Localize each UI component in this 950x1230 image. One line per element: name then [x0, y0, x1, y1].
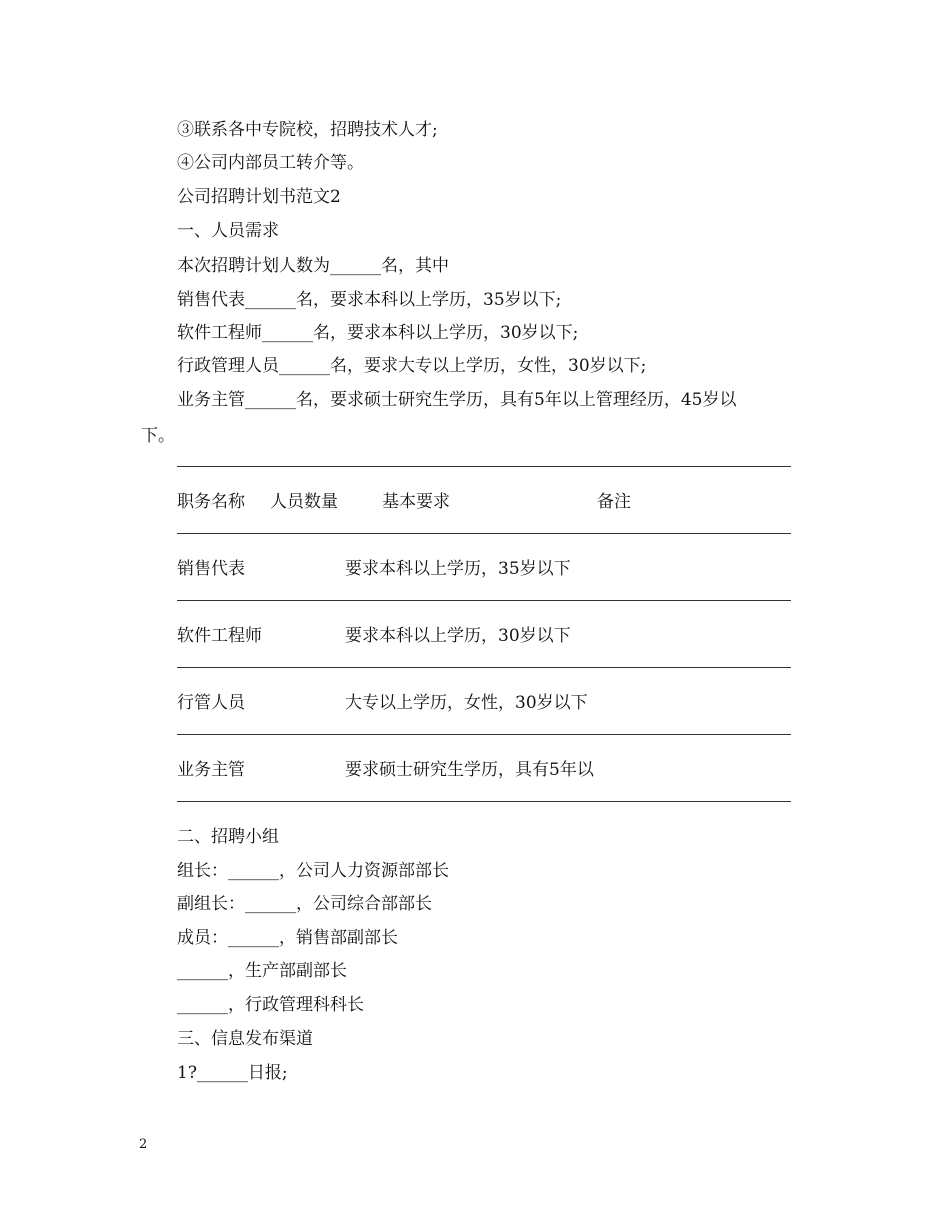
section-title: 公司招聘计划书范文2: [177, 187, 341, 207]
table-header-notes: 备注: [597, 492, 631, 512]
table-rule: [177, 801, 791, 802]
table-row-requirement: 要求本科以上学历，35岁以下: [345, 559, 571, 579]
page-number: 2: [139, 1137, 148, 1152]
heading-personnel-needs: 一、人员需求: [177, 221, 279, 241]
table-row-title: 业务主管: [177, 760, 245, 780]
table-header-requirements: 基本要求: [382, 492, 450, 512]
team-member: ______，生产部副部长: [177, 961, 347, 981]
team-member-leader: 组长：______，公司人力资源部部长: [177, 861, 449, 881]
table-header-title: 职务名称: [177, 492, 245, 512]
text-line-admin: 行政管理人员______名，要求大专以上学历，女性，30岁以下;: [177, 356, 647, 376]
text-line-total: 本次招聘计划人数为______名，其中: [177, 256, 449, 276]
table-rule: [177, 533, 791, 534]
team-member: ______，行政管理科科长: [177, 995, 364, 1015]
table-row-requirement: 要求硕士研究生学历，具有5年以: [345, 760, 594, 780]
text-line-2: ④公司内部员工转介等。: [177, 153, 364, 173]
table-rule: [177, 667, 791, 668]
team-member: 成员：______，销售部副部长: [177, 928, 398, 948]
team-member-deputy: 副组长：______，公司综合部部长: [177, 894, 432, 914]
table-rule: [177, 600, 791, 601]
table-header-count: 人员数量: [270, 492, 338, 512]
text-line-manager: 业务主管______名，要求硕士研究生学历，具有5年以上管理经历，45岁以: [177, 390, 737, 410]
text-line-sales: 销售代表______名，要求本科以上学历，35岁以下;: [177, 290, 562, 310]
table-row-title: 行管人员: [177, 693, 245, 713]
text-line-manager-cont: 下。: [141, 426, 175, 446]
heading-recruit-team: 二、招聘小组: [177, 827, 279, 847]
text-line-1: ③联系各中专院校，招聘技术人才;: [177, 120, 438, 140]
table-row-requirement: 要求本科以上学历，30岁以下: [345, 626, 571, 646]
heading-publish-channels: 三、信息发布渠道: [177, 1029, 313, 1049]
table-rule: [177, 734, 791, 735]
table-row-requirement: 大专以上学历，女性，30岁以下: [345, 693, 588, 713]
table-rule: [177, 466, 791, 467]
table-row-title: 销售代表: [177, 559, 245, 579]
text-line-software: 软件工程师______名，要求本科以上学历，30岁以下;: [177, 323, 579, 343]
table-row-title: 软件工程师: [177, 626, 262, 646]
channel-item: 1?______日报;: [177, 1063, 288, 1083]
